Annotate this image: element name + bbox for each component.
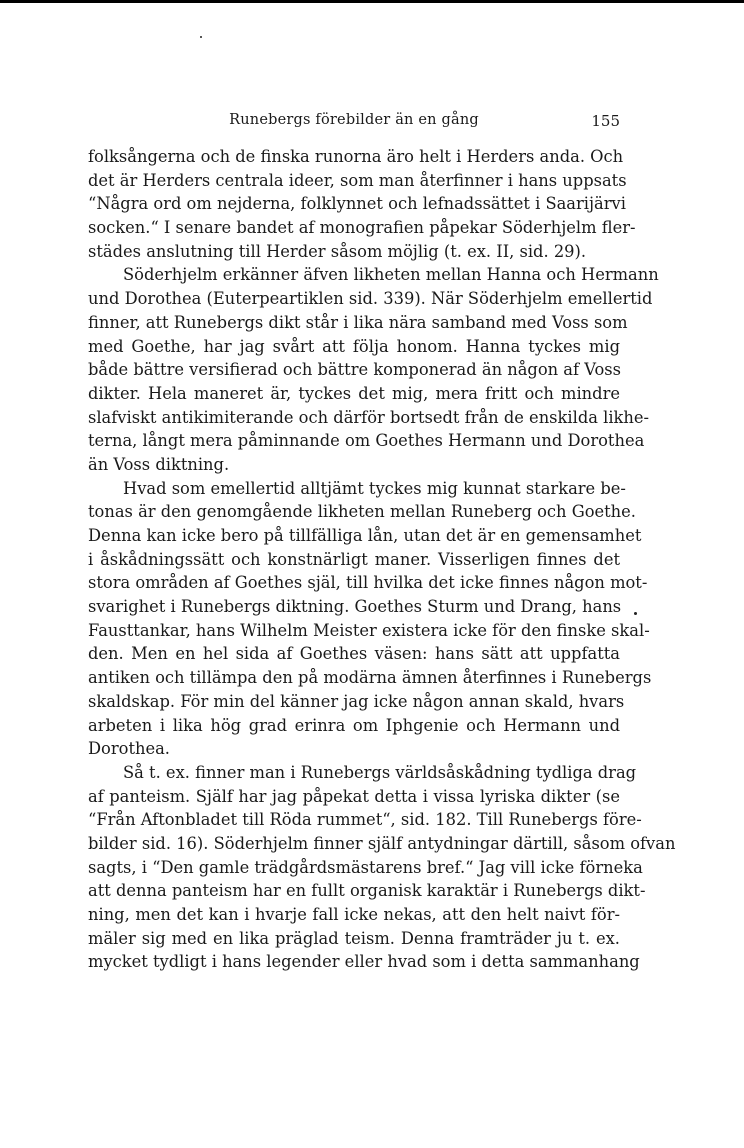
- text-line: Hvad som emellertid alltjämt tyckes mig kunnat starkare be-: [123, 478, 626, 498]
- text-line: stora områden af Goethes själ, till hvilka det icke finnes någon mot-: [88, 573, 648, 593]
- text-line: både bättre versifierad och bättre komponerad än någon af Voss: [88, 360, 621, 380]
- text-line: “Från Aftonbladet till Röda rummet“, sid. 182. Till Runebergs före-: [88, 810, 642, 830]
- scan-speck: [634, 612, 637, 615]
- text-line: i åskådningssätt och konstnärligt maner. Visserligen finnes det: [88, 549, 620, 569]
- text-line: mäler sig med en lika präglad teism. Denna framträder ju t. ex.: [88, 928, 620, 948]
- text-line: med Goethe, har jag svårt att följa honom. Hanna tyckes mig: [88, 336, 620, 356]
- top-scan-border: [0, 0, 744, 3]
- text-line: arbeten i lika hög grad erinra om Iphgenie och Hermann und: [88, 715, 620, 735]
- text-line: Denna kan icke bero på tillfälliga lån, utan det är en gemensamhet: [88, 526, 642, 545]
- body-text: [88, 145, 676, 974]
- text-line: Dorothea.: [88, 739, 170, 759]
- text-line: den. Men en hel sida af Goethes väsen: hans sätt att uppfatta: [88, 644, 620, 664]
- running-title: Runebergs förebilder än en gång: [229, 112, 479, 128]
- text-line: terna, långt mera påminnande om Goethes Hermann und Dorothea: [88, 431, 645, 451]
- text-line: bilder sid. 16). Söderhjelm finner själf antydningar därtill, såsom ofvan: [88, 833, 676, 853]
- text-line: af panteism. Själf har jag påpekat detta i vissa lyriska dikter (se: [88, 786, 620, 806]
- text-line: Fausttankar, hans Wilhelm Meister existera icke för den finske skal-: [88, 620, 650, 640]
- text-line: dikter. Hela maneret är, tyckes det mig, mera fritt och mindre: [88, 383, 620, 403]
- page-number: 155: [591, 112, 620, 130]
- text-line: Så t. ex. finner man i Runebergs världsåskådning tydliga drag: [123, 762, 637, 782]
- text-line: ning, men det kan i hvarje fall icke nekas, att den helt naivt för-: [88, 905, 620, 924]
- text-line: svarighet i Runebergs diktning. Goethes Sturm und Drang, hans: [88, 597, 622, 617]
- scan-speck: [200, 36, 202, 38]
- text-line: sagts, i “Den gamle trädgårdsmästarens bref.“ Jag vill icke förneka: [88, 857, 643, 877]
- text-line: folksångerna och de finska runorna äro helt i Herders anda. Och: [88, 147, 624, 166]
- text-line: det är Herders centrala ideer, som man återfinner i hans uppsats: [88, 170, 627, 190]
- text-line: und Dorothea (Euterpeartiklen sid. 339). När Söderhjelm emellertid: [88, 289, 653, 309]
- text-line: antiken och tillämpa den på modärna ämnen återfinnes i Runebergs: [88, 668, 652, 688]
- page-header: [88, 112, 620, 136]
- text-line: städes anslutning till Herder såsom möjlig (t. ex. II, sid. 29).: [88, 241, 587, 261]
- text-line: skaldskap. För min del känner jag icke någon annan skald, hvars: [88, 691, 625, 711]
- text-line: finner, att Runebergs dikt står i lika nära samband med Voss som: [88, 312, 628, 332]
- text-line: tonas är den genomgående likheten mellan Runeberg och Goethe.: [88, 502, 636, 522]
- text-line: att denna panteism har en fullt organisk karaktär i Runebergs dikt-: [88, 881, 646, 901]
- text-line: än Voss diktning.: [88, 454, 230, 474]
- text-line: socken.“ I senare bandet af monografien påpekar Söderhjelm fler-: [88, 218, 636, 238]
- text-line: Söderhjelm erkänner äfven likheten mellan Hanna och Hermann: [123, 265, 659, 285]
- text-line: slafviskt antikimiterande och därför bortsedt från de enskilda likhe-: [88, 407, 650, 427]
- text-line: mycket tydligt i hans legender eller hvad som i detta sammanhang: [88, 952, 640, 972]
- text-line: “Några ord om nejderna, folklynnet och lefnadssättet i Saarijärvi: [88, 194, 626, 214]
